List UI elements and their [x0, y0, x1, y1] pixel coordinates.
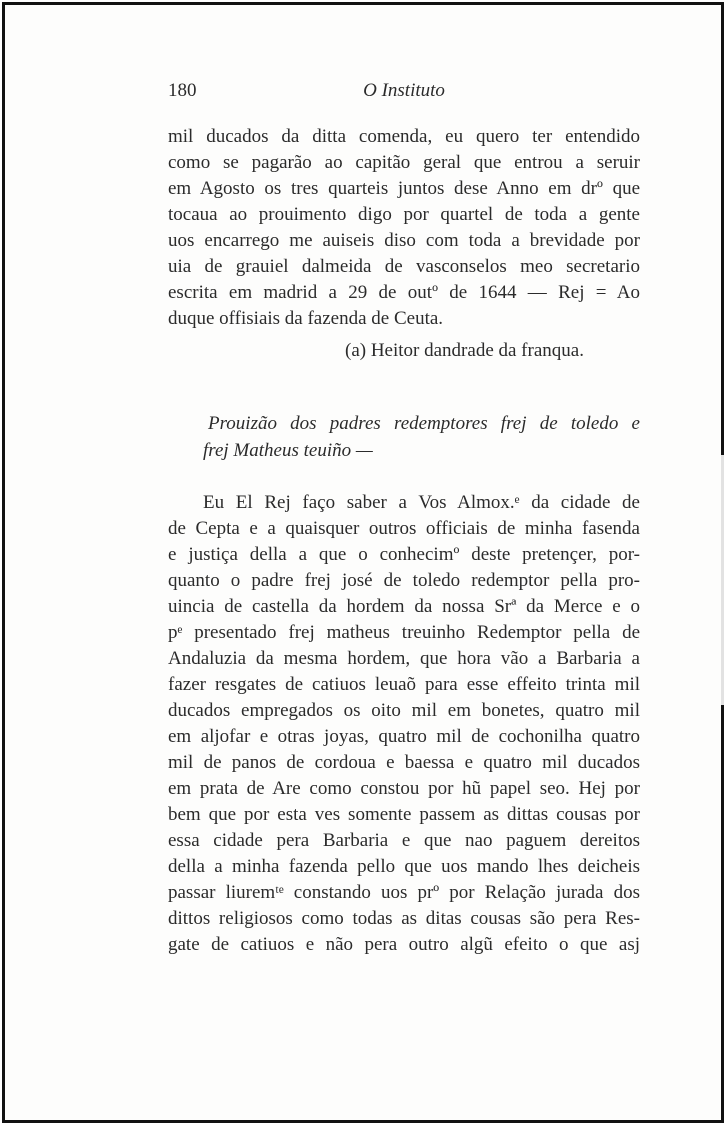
text-line: duque offisiais da fazenda de Ceuta. — [168, 308, 444, 329]
page-header — [168, 80, 640, 104]
text-line: mil ducados da ditta comenda, eu quero ter entendido — [168, 126, 640, 147]
text-line: fazer resgates de catiuos leuaõ para esse effeito trinta mil — [168, 674, 640, 695]
text-line: uia de grauiel dalmeida de vasconselos meo secretario — [168, 256, 640, 277]
text-line: bem que por esta ves somente passem as dittas cousas por — [168, 804, 640, 825]
heading-line: Prouizão dos padres redemptores frej de toledo e — [208, 413, 640, 434]
text-line: passar liuremᵗᵉ constando uos prº por Relação jurada dos — [168, 882, 640, 903]
text-line: Eu El Rej faço saber a Vos Almox.ᵉ da cidade de — [203, 492, 640, 513]
text-line: e justiça della a que o conhecimº deste pretençer, por- — [168, 544, 640, 565]
text-line: em aljofar e otras joyas, quatro mil de cochonilha quatro — [168, 726, 640, 747]
text-line: de Cepta e a quaisquer outros officiais de minha fasenda — [168, 518, 640, 539]
text-line: Andaluzia da mesma hordem, que hora vão a Barbaria a — [168, 648, 640, 669]
section-heading — [203, 410, 640, 464]
text-line: essa cidade pera Barbaria e que nao paguem dereitos — [168, 830, 640, 851]
text-line: uincia de castella da hordem da nossa Srª da Merce e o — [168, 596, 640, 617]
text-line: como se pagarão ao capitão geral que entrou a seruir — [168, 152, 640, 173]
text-line: dittos religiosos como todas as ditas cousas são pera Res- — [168, 908, 640, 929]
signature-line: (a) Heitor dandrade da franqua. — [345, 340, 584, 361]
text-line: uos encarrego me auiseis diso com toda a brevidade por — [168, 230, 640, 251]
heading-line: frej Matheus teuiño — — [203, 440, 373, 461]
body-paragraph — [168, 490, 640, 958]
text-line: escrita em madrid a 29 de outº de 1644 — Rej = Ao — [168, 282, 640, 303]
text-line: mil de panos de cordoua e baessa e quatro mil ducados — [168, 752, 640, 773]
text-line: pᵉ presentado frej matheus treuinho Redemptor pella de — [168, 622, 640, 643]
text-line: em prata de Are como constou por hũ papel seo. Hej por — [168, 778, 640, 799]
text-line: tocaua ao prouimento digo por quartel de toda a gente — [168, 204, 640, 225]
text-line: em Agosto os tres quarteis juntos dese Anno em drº que — [168, 178, 640, 199]
scan-edge-shadow — [721, 455, 724, 705]
running-title: O Instituto — [363, 80, 445, 101]
text-line: ducados empregados os oito mil em bonetes, quatro mil — [168, 700, 640, 721]
text-line: quanto o padre frej josé de toledo redemptor pella pro- — [168, 570, 640, 591]
text-line: della a minha fazenda pello que uos mando lhes deicheis — [168, 856, 640, 877]
text-line: gate de catiuos e não pera outro algũ efeito o que asj — [168, 934, 640, 955]
letter-paragraph — [168, 124, 640, 332]
page-number: 180 — [168, 80, 197, 101]
